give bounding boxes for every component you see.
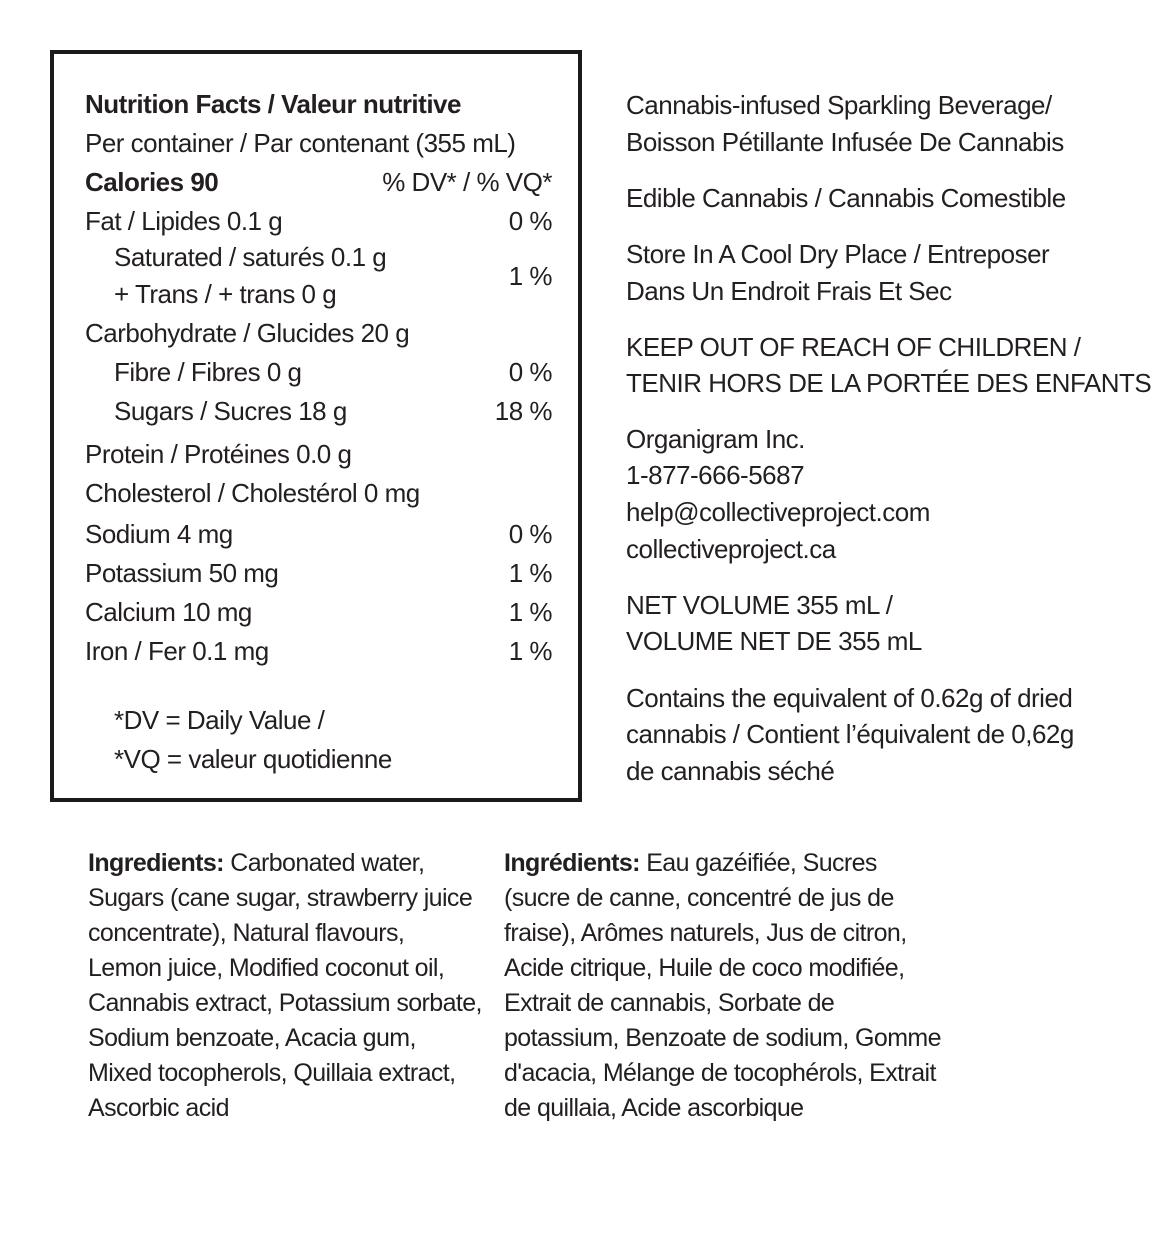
nutrient-fat-dv: 0 % bbox=[508, 206, 552, 236]
nutrient-fat: Fat / Lipides 0.1 g bbox=[85, 206, 283, 236]
ingredients-en-heading: Ingredients: bbox=[88, 849, 224, 877]
storage-1: Store In A Cool Dry Place / Entreposer bbox=[626, 239, 1050, 269]
nutrient-cholesterol: Cholesterol / Cholestérol 0 mg bbox=[85, 478, 420, 508]
nutrition-title: Nutrition Facts / Valeur nutritive bbox=[85, 89, 461, 119]
nutrient-fibre: Fibre / Fibres 0 g bbox=[114, 357, 302, 387]
nutrient-potassium: Potassium 50 mg bbox=[85, 558, 279, 588]
nutrient-sugars: Sugars / Sucres 18 g bbox=[114, 396, 347, 426]
nutrient-carbohydrate: Carbohydrate / Glucides 20 g bbox=[85, 318, 410, 348]
nutrient-protein: Protein / Protéines 0.0 g bbox=[85, 439, 352, 469]
nutrient-saturated: Saturated / saturés 0.1 g bbox=[114, 242, 387, 272]
dv-header: % DV* / % VQ* bbox=[382, 167, 552, 197]
beverage-type-fr: Boisson Pétillante Infusée De Cannabis bbox=[626, 127, 1064, 157]
nutrient-fibre-dv: 0 % bbox=[508, 357, 552, 387]
website: collectiveproject.ca bbox=[626, 534, 836, 564]
net-volume-fr: VOLUME NET DE 355 mL bbox=[626, 626, 922, 656]
edible-cannabis: Edible Cannabis / Cannabis Comestible bbox=[626, 183, 1066, 213]
equivalency-3: de cannabis séché bbox=[626, 756, 835, 786]
footnote-dv: *DV = Daily Value / bbox=[114, 705, 325, 735]
nutrient-calcium-dv: 1 % bbox=[508, 597, 552, 627]
email-address: help@collectiveproject.com bbox=[626, 497, 930, 527]
ingredients-en bbox=[88, 846, 483, 1126]
nutrient-sugars-dv: 18 % bbox=[494, 396, 552, 426]
ingredients-fr-heading: Ingrédients: bbox=[504, 849, 640, 877]
ingredients-fr bbox=[504, 846, 949, 1126]
net-volume-en: NET VOLUME 355 mL / bbox=[626, 590, 893, 620]
storage-2: Dans Un Endroit Frais Et Sec bbox=[626, 276, 952, 306]
nutrient-trans: + Trans / + trans 0 g bbox=[114, 279, 337, 309]
warning-fr: TENIR HORS DE LA PORTÉE DES ENFANTS bbox=[626, 368, 1152, 398]
nutrient-calcium: Calcium 10 mg bbox=[85, 597, 252, 627]
warning-en: KEEP OUT OF REACH OF CHILDREN / bbox=[626, 332, 1081, 362]
nutrient-iron: Iron / Fer 0.1 mg bbox=[85, 636, 269, 666]
footnote-vq: *VQ = valeur quotidienne bbox=[114, 744, 392, 774]
nutrient-sodium: Sodium 4 mg bbox=[85, 519, 233, 549]
serving-size: Per container / Par contenant (355 mL) bbox=[85, 128, 516, 158]
calories: Calories 90 bbox=[85, 167, 219, 197]
equivalency-2: cannabis / Contient l’équivalent de 0,62g bbox=[626, 719, 1074, 749]
equivalency-1: Contains the equivalent of 0.62g of dried bbox=[626, 683, 1073, 713]
company-name: Organigram Inc. bbox=[626, 424, 805, 454]
phone-number: 1-877-666-5687 bbox=[626, 460, 805, 490]
ingredients-en-text: Carbonated water, Sugars (cane sugar, strawberry juice concentrate), Natural flavours, Lemon juice, Modified coconut oil, Cannabis extract, Potassium sorbate, Sodium benzoate, Acacia gum, Mixed tocopherols, Quillaia extract, Ascorbic acid bbox=[88, 849, 482, 1122]
nutrient-sat-trans-dv: 1 % bbox=[508, 261, 552, 291]
nutrition-facts-table bbox=[50, 50, 582, 802]
nutrient-sodium-dv: 0 % bbox=[508, 519, 552, 549]
beverage-type-en: Cannabis-infused Sparkling Beverage/ bbox=[626, 90, 1052, 120]
ingredients-fr-text: Eau gazéifiée, Sucres (sucre de canne, concentré de jus de fraise), Arômes naturels, Jus de citron, Acide citrique, Huile de coco modifiée, Extrait de cannabis, Sorbate de potassium, Benzoate de sodium, Gomme d'acacia, Mélange de tocophérols, Extrait de quillaia, Acide ascorbique bbox=[504, 849, 941, 1122]
nutrient-iron-dv: 1 % bbox=[508, 636, 552, 666]
nutrient-potassium-dv: 1 % bbox=[508, 558, 552, 588]
